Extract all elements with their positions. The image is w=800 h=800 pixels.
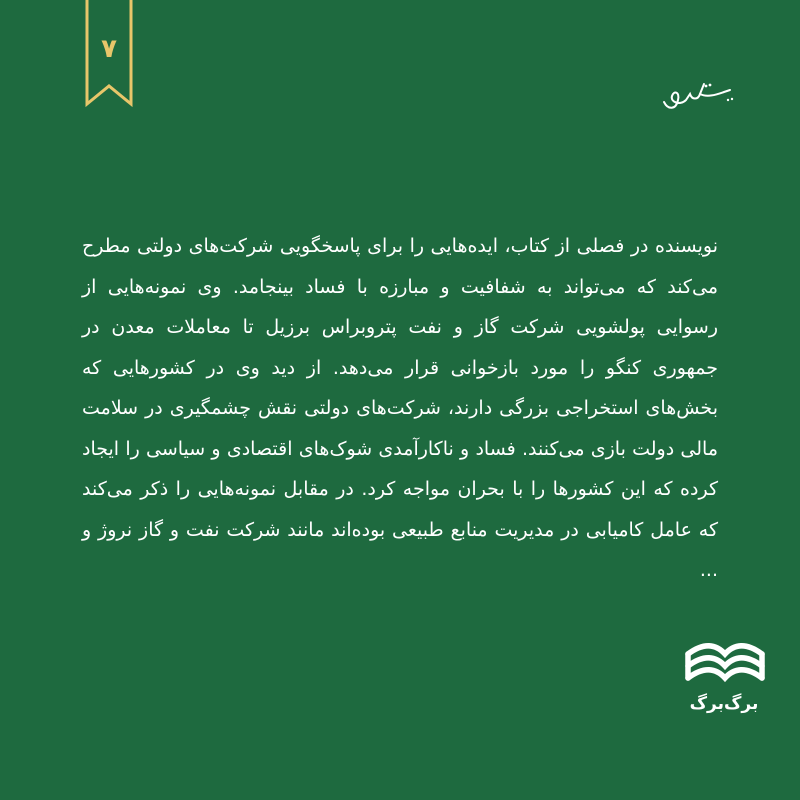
page-number-bookmark [84, 0, 134, 108]
page-number: ۷ [101, 34, 117, 64]
signature-mark [660, 80, 740, 114]
body-paragraph: نویسنده در فصلی از کتاب، ایده‌هایی را برای پاسخگویی شرکت‌های دولتی مطرح می‌کند که می‌تواند به شفافیت و مبارزه با فساد بینجامد. وی نمونه‌هایی از رسوایی پولشویی شرکت گاز و نفت پتروبراس برزیل تا معاملات معدن در جمهوری کنگو را مورد بازخوانی قرار می‌دهد. از دید وی در کشورهایی که بخش‌های استخراجی بزرگی دارند، شرکت‌های دولتی نقش چشمگیری در سلامت مالی دولت بازی می‌کنند. فساد و ناکارآمدی شوک‌های اقتصادی و سیاسی را ایجاد کرده که این کشورها را با بحران مواجه کرد. در مقابل نمونه‌هایی را ذکر می‌کند که عامل کامیابی در مدیریت منابع طبیعی بوده‌اند مانند شرکت نفت و گاز نروژ و ... [82, 235, 718, 581]
book-pages-icon [682, 632, 768, 690]
signature-logo [660, 80, 740, 114]
publisher-name: برگ‌برگ [689, 694, 759, 714]
